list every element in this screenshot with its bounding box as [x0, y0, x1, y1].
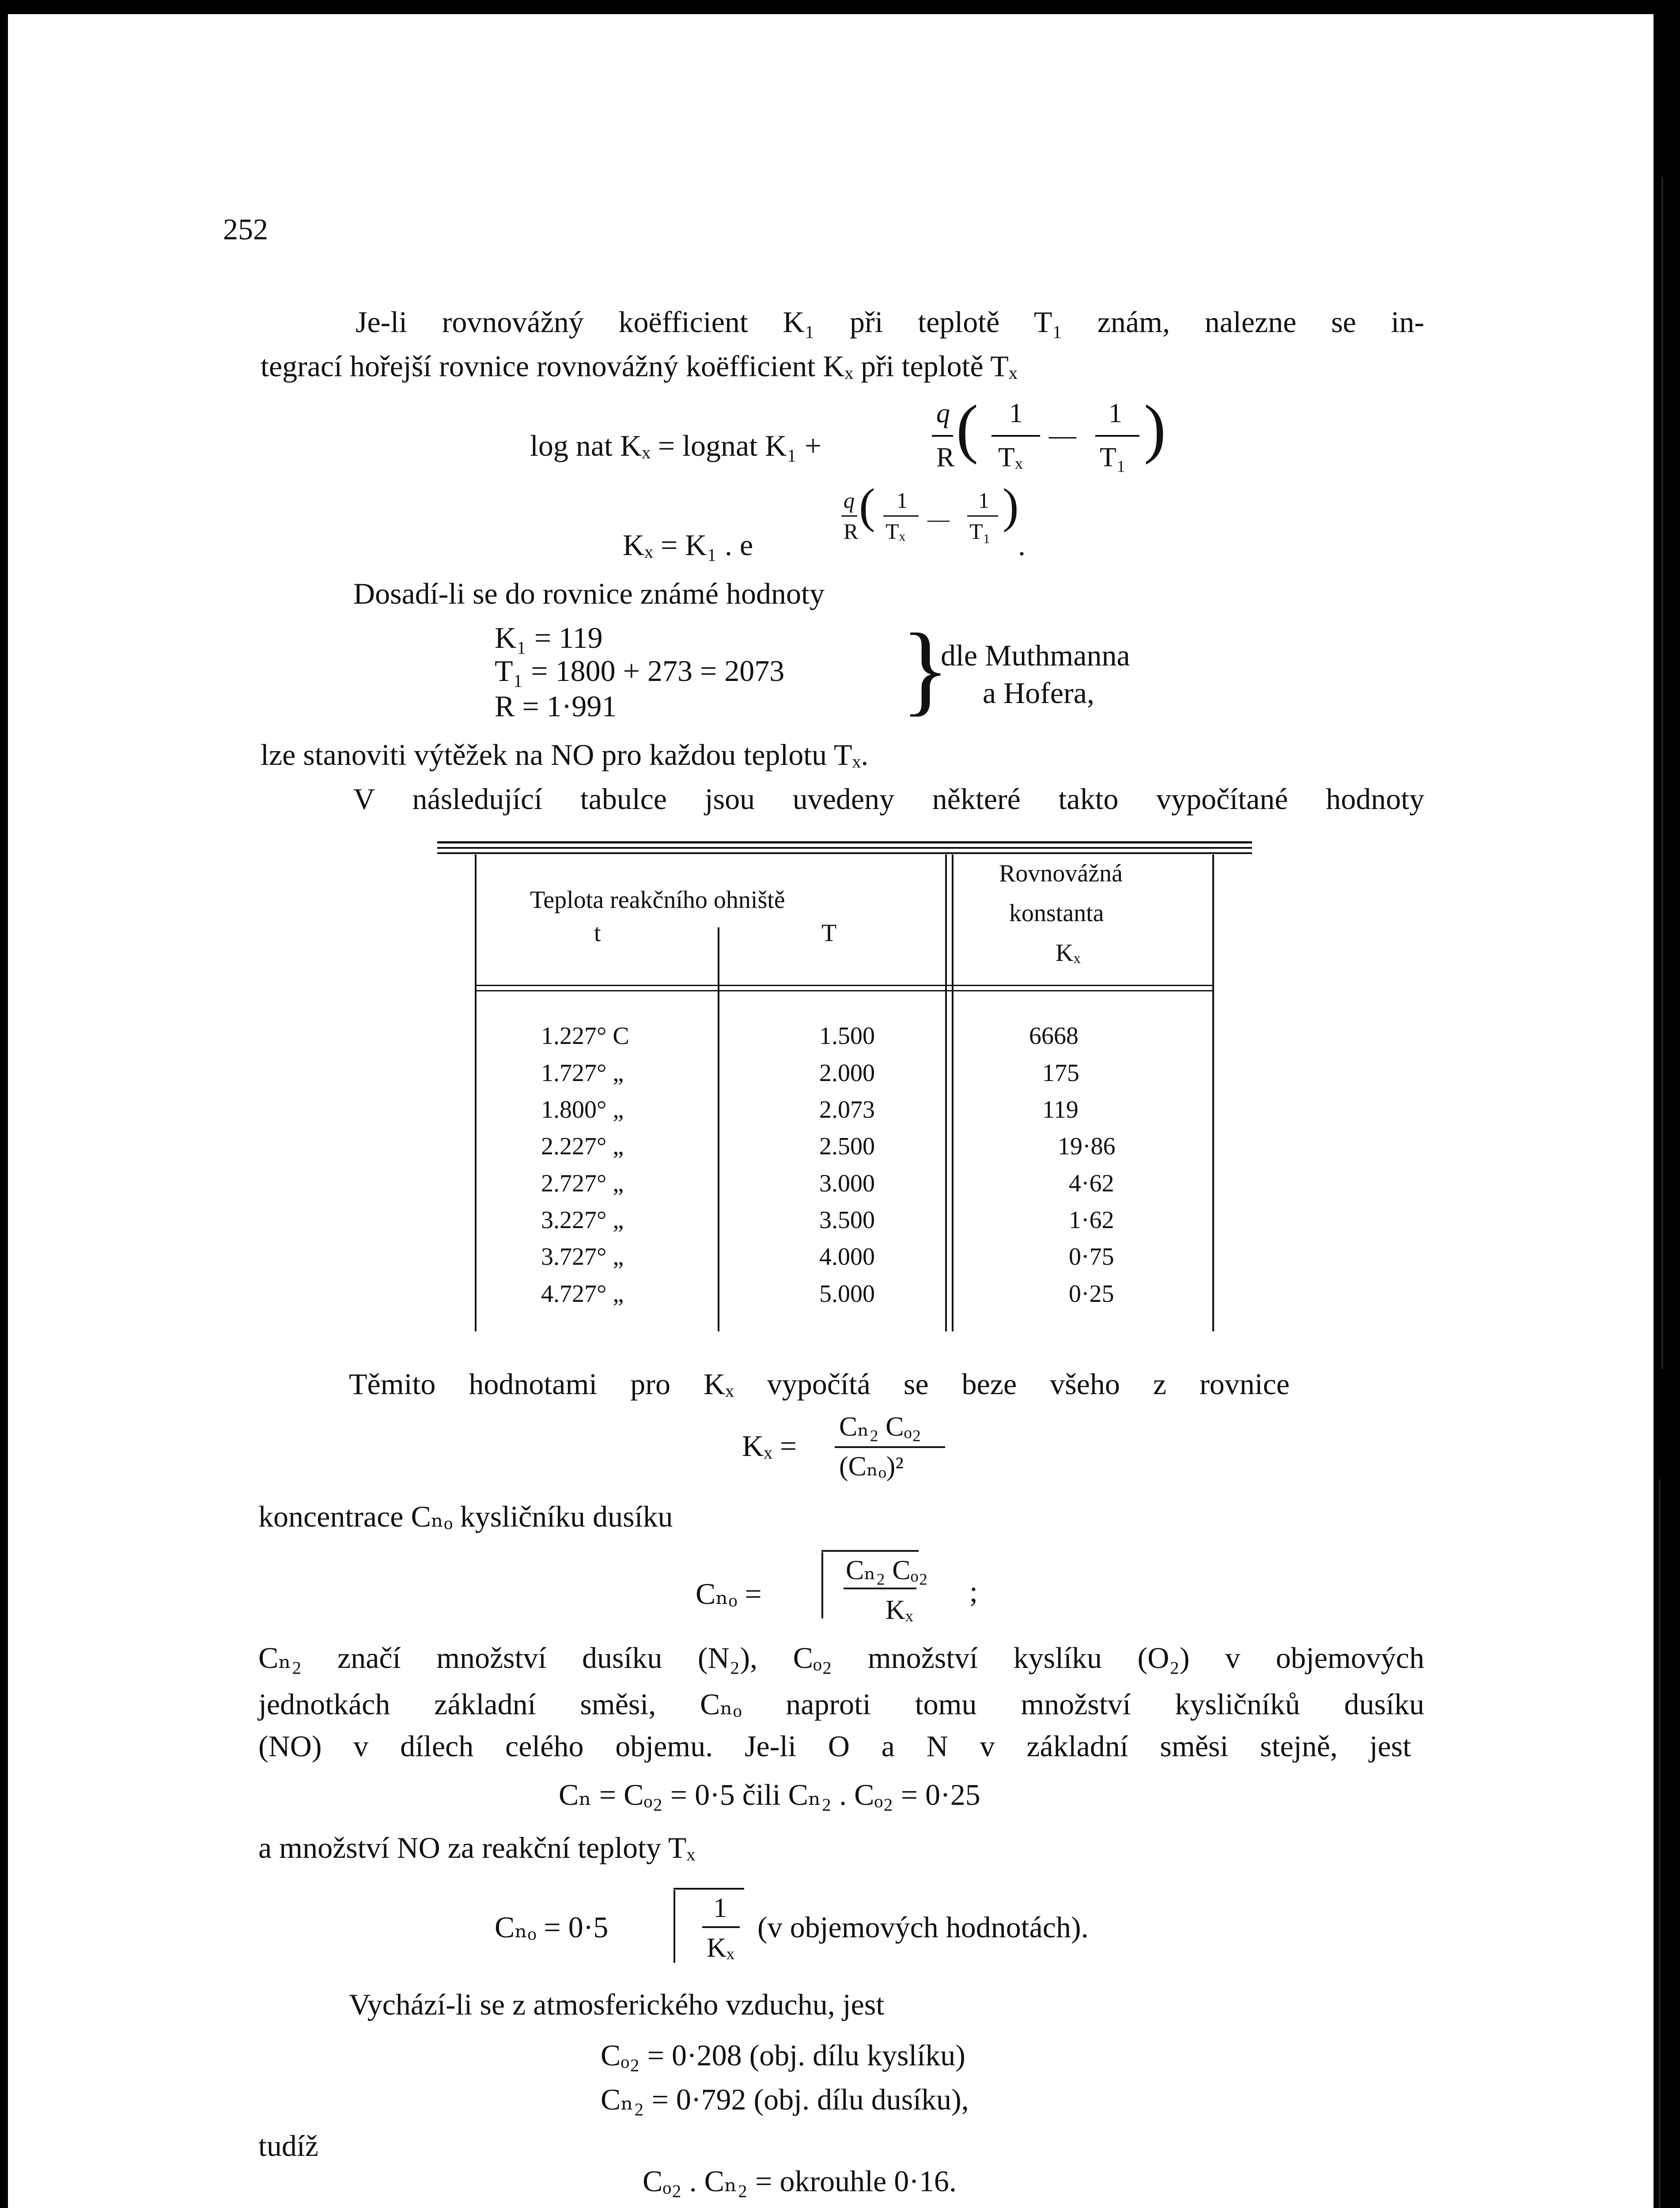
table-header-k-line3: Kₓ	[1056, 939, 1081, 967]
para-line-2: jednotkách základní směsi, Cₙₒ naproti tomu množství kysličníků dusíku	[258, 1687, 1424, 1721]
table-header-k-line2: konstanta	[1009, 900, 1104, 927]
intro-line-2: tegrací hořejší rovnice rovnovážný koëfficient Kₓ při teplotě Tₓ	[261, 349, 1018, 383]
scan-edge-line	[1661, 177, 1663, 1369]
text-v-nasledujici: V následující tabulce jsou uvedeny některé takto vypočítané hodnoty	[353, 782, 1424, 816]
equation-product: Cₒ₂ . Cₙ₂ = okrouhle 0·16.	[643, 2164, 957, 2198]
table-header-t: t	[594, 919, 601, 947]
text-tudiz: tudíž	[258, 2129, 318, 2163]
intro-line-1: Je-li rovnovážný koëfficient K₁ při teplotě T₁ znám, nalezne se in-	[356, 305, 1424, 339]
equation-co2: Cₒ₂ = 0·208 (obj. dílu kyslíku)	[601, 2038, 965, 2072]
text-mnozstvi: a množství NO za reakční teploty Tₓ	[258, 1831, 696, 1864]
scan-border-left	[0, 0, 8, 2208]
text-temito: Těmito hodnotami pro Kₓ vypočítá se beze všeho z rovnice	[349, 1367, 1290, 1401]
scan-border-top	[0, 0, 1680, 14]
equation-cn2: Cₙ₂ = 0·792 (obj. dílu dusíku),	[601, 2083, 969, 2116]
text-dosadi: Dosadí-li se do rovnice známé hodnoty	[353, 577, 825, 610]
para-line-3: (NO) v dílech celého objemu. Je-li O a N v základní směsi stejně, jest	[258, 1729, 1411, 1763]
text-koncentrace: koncentrace Cₙₒ kysličníku dusíku	[258, 1500, 673, 1533]
para-line-1: Cₙ₂ značí množství dusíku (N₂), Cₒ₂ množství kyslíku (O₂) v objemových	[258, 1641, 1424, 1675]
page-number: 252	[223, 212, 268, 246]
text-vychazi: Vychází-li se z atmosferického vzduchu, jest	[349, 1988, 885, 2021]
table-header-group: Teplota reakčního ohniště	[530, 886, 785, 914]
scan-edge-line	[1659, 1479, 1661, 2208]
scan-border-right	[1654, 0, 1680, 2208]
table-header-T: T	[821, 919, 837, 947]
table-header-k-line1: Rovnovážná	[999, 860, 1123, 887]
text-lze: lze stanoviti výtěžek na NO pro každou teplotu Tₓ.	[261, 738, 869, 771]
equation-cn-co: Cₙ = Cₒ₂ = 0·5 čili Cₙ₂ . Cₒ₂ = 0·25	[559, 1778, 980, 1811]
